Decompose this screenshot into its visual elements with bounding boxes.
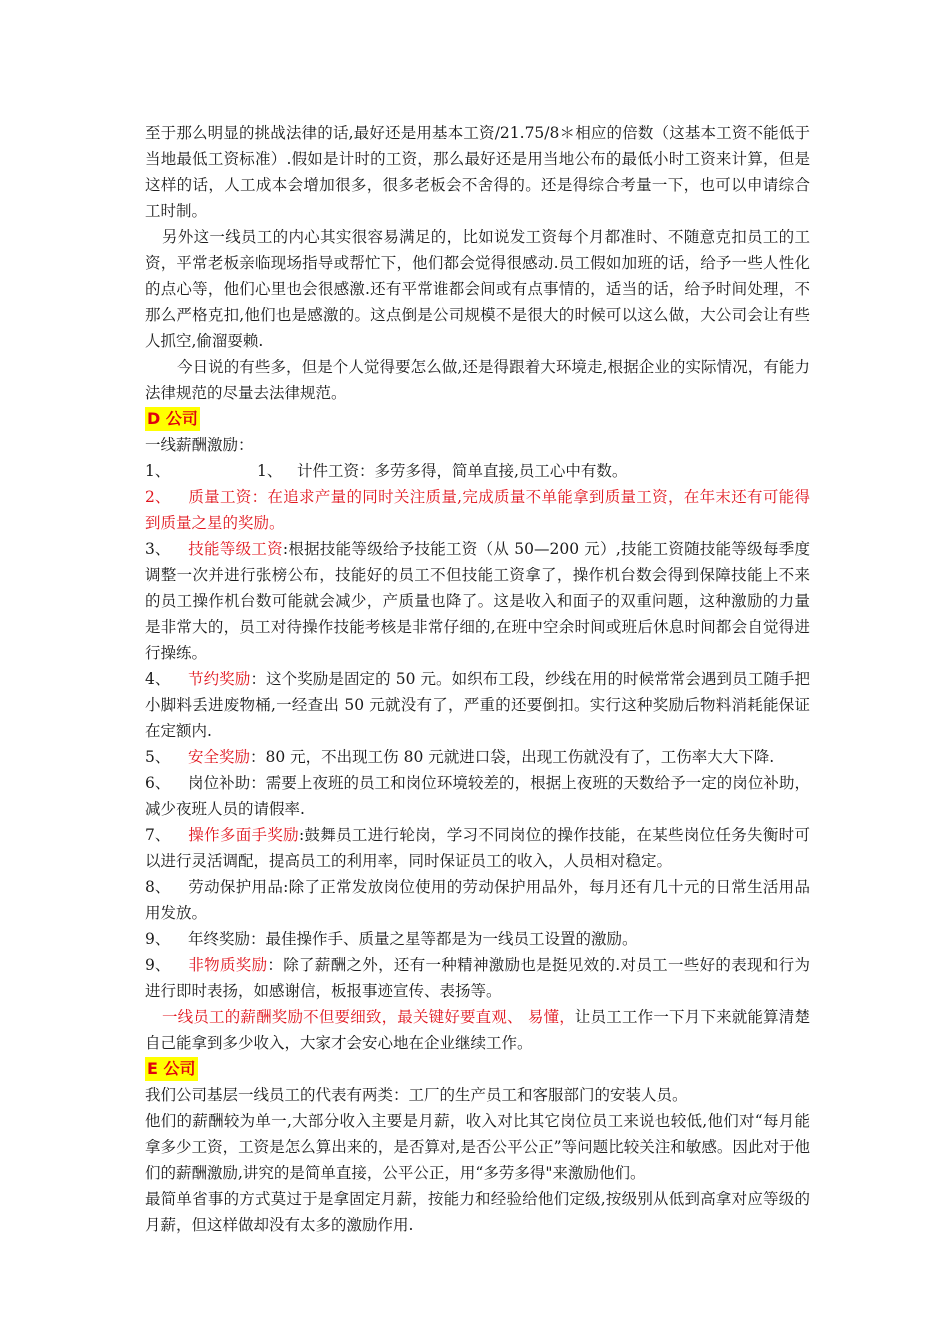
item-number: 4、	[145, 670, 171, 688]
item-number: 5、	[145, 748, 171, 766]
item-sub-number: 1、	[257, 462, 283, 480]
item-text: :根据技能等级给予技能工资（从 50—200 元）,技能工资随技能等级每季度调整一次并进行张榜公布，技能好的员工不但技能工资拿了，操作机台数会得到保障技能上不来的员工操作机台数可能就会减少，产质量也降了。这是收入和面子的双重问题，这种激励的力量是非常大的，员工对待操作技能考核是非常仔细的,在班中空余时间或班后休息时间都会自觉得进行操练。	[145, 540, 810, 662]
item-text: 计件工资：多劳多得，简单直接,员工心中有数。	[297, 462, 628, 480]
company-e-paragraph-3: 最简单省事的方式莫过于是拿固定月薪，按能力和经验给他们定级,按级别从低到高拿对应等级的月薪，但这样做却没有太多的激励作用.	[145, 1190, 810, 1234]
list-item-1	[145, 458, 810, 484]
closing-highlight: 一线员工的薪酬奖励不但要细致，最关键好要直观、 易懂，	[162, 1008, 575, 1026]
item-text: 岗位补助：需要上夜班的员工和岗位环境较差的，根据上夜班的天数给予一定的岗位补助，减少夜班人员的请假率.	[145, 774, 810, 818]
list-item-7	[145, 822, 810, 874]
item-number: 8、	[145, 878, 171, 896]
item-text: 年终奖励：最佳操作手、质量之星等都是为一线员工设置的激励。	[188, 930, 638, 948]
company-d-subtitle: 一线薪酬激励：	[145, 436, 254, 454]
item-label: 节约奖励	[188, 670, 251, 688]
item-number: 9、	[145, 956, 171, 974]
item-text: ：80 元，不出现工伤 80 元就进口袋，出现工伤就没有了，工伤率大大下降.	[250, 748, 775, 766]
list-item-3	[145, 536, 810, 666]
company-e-paragraph-2: 他们的薪酬较为单一,大部分收入主要是月薪，收入对比其它岗位员工来说也较低,他们对“每月能拿多少工资，工资是怎么算出来的，是否算对,是否公平公正”等问题比较关注和敏感。因此对于他们的薪酬激励,讲究的是简单直接，公平公正，用“多劳多得"来激励他们。	[145, 1112, 810, 1182]
list-item-9	[145, 926, 810, 952]
company-e-heading-row	[145, 1056, 810, 1082]
intro-paragraph-1: 至于那么明显的挑战法律的话,最好还是用基本工资/21.75/8＊相应的倍数（这基本工资不能低于当地最低工资标准）.假如是计时的工资，那么最好还是用当地公布的最低小时工资来计算，但是这样的话，人工成本会增加很多，很多老板会不舍得的。还是得综合考量一下，也可以申请综合工时制。	[145, 124, 810, 220]
company-d-heading: D 公司	[145, 407, 200, 431]
list-item-8	[145, 874, 810, 926]
company-e-paragraph-1: 我们公司基层一线员工的代表有两类：工厂的生产员工和客服部门的安装人员。	[145, 1086, 688, 1104]
item-label: 操作多面手奖励	[188, 826, 299, 844]
item-number: 6、	[145, 774, 171, 792]
item-text: ：除了薪酬之外，还有一种精神激励也是挺见效的.对员工一些好的表现和行为进行即时表扬，如感谢信，板报事迹宣传、表扬等。	[145, 956, 810, 1000]
list-item-10	[145, 952, 810, 1004]
closing-text: 让员工工作一下月下来就能算清楚自己能拿到多少收入，大家才会安心地在企业继续工作。	[145, 1008, 810, 1052]
list-item-6	[145, 770, 810, 822]
item-number: 9、	[145, 930, 171, 948]
item-text: ：这个奖励是固定的 50 元。如织布工段，纱线在用的时候常常会遇到员工随手把小脚料丢进废物桶,一经查出 50 元就没有了，严重的还要倒扣。实行这种奖励后物料消耗能保证在定额内.	[145, 670, 810, 740]
document-page	[145, 120, 810, 1238]
item-label: 安全奖励	[188, 748, 251, 766]
company-d-closing	[145, 1004, 810, 1056]
item-number: 2、	[145, 488, 171, 506]
company-e-heading: E 公司	[145, 1057, 198, 1081]
item-label: 技能等级工资	[188, 540, 283, 558]
intro-paragraph-3: 今日说的有些多，但是个人觉得要怎么做,还是得跟着大环境走,根据企业的实际情况，有能力法律规范的尽量去法律规范。	[145, 358, 810, 402]
list-item-4	[145, 666, 810, 744]
list-item-5	[145, 744, 810, 770]
item-label: 质量工资：在追求产量的同时关注质量,完成质量不单能拿到质量工资，在年末还有可能得到质量之星的奖励。	[145, 488, 810, 532]
list-item-2	[145, 484, 810, 536]
item-number: 1、	[145, 462, 171, 480]
item-label: 非物质奖励	[188, 956, 268, 974]
item-number: 3、	[145, 540, 171, 558]
item-text: :鼓舞员工进行轮岗，学习不同岗位的操作技能，在某些岗位任务失衡时可以进行灵活调配，提高员工的利用率，同时保证员工的收入，人员相对稳定。	[145, 826, 810, 870]
item-number: 7、	[145, 826, 171, 844]
item-text: 劳动保护用品:除了正常发放岗位使用的劳动保护用品外，每月还有几十元的日常生活用品用发放。	[145, 878, 810, 922]
company-d-heading-row	[145, 406, 810, 432]
intro-paragraph-2: 另外这一线员工的内心其实很容易满足的，比如说发工资每个月都准时、不随意克扣员工的工资，平常老板亲临现场指导或帮忙下，他们都会觉得很感动.员工假如加班的话，给予一些人性化的点心等，他们心里也会很感激.还有平常谁都会间或有点事情的，适当的话，给予时间处理，不那么严格克扣,他们也是感激的。这点倒是公司规模不是很大的时候可以这么做，大公司会让有些人抓空,偷溜耍赖.	[145, 228, 810, 350]
